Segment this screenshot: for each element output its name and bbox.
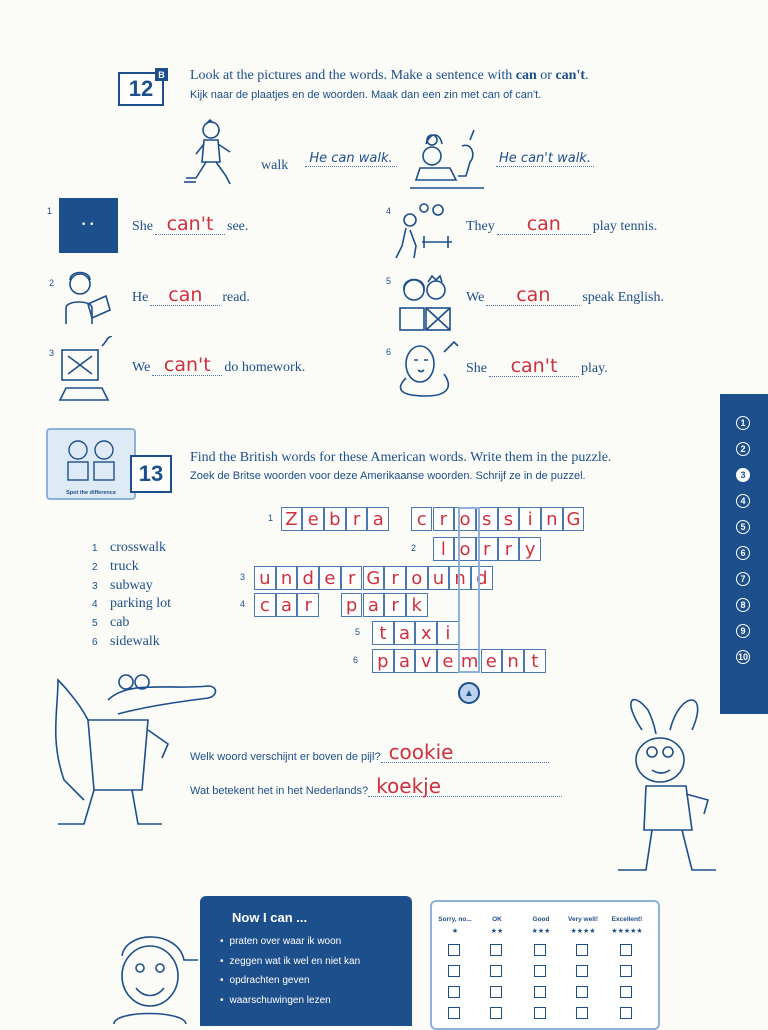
puzzle-cell[interactable]: a xyxy=(394,649,416,673)
exercise-12-instruction: Look at the pictures and the words. Make a sentence with can or can't. xyxy=(190,68,589,83)
puzzle-row-number: 6 xyxy=(353,655,359,665)
tennis-players-illustration xyxy=(392,200,456,264)
unit-3-tab[interactable]: 3 xyxy=(736,468,750,482)
item-number: 6 xyxy=(386,347,392,357)
puzzle-cell[interactable]: v xyxy=(415,649,437,673)
dark-room-picture: • • xyxy=(59,198,118,253)
spot-the-difference-badge xyxy=(46,428,136,500)
puzzle-cell[interactable] xyxy=(319,593,341,617)
rating-checkbox[interactable] xyxy=(576,965,588,977)
item-number: 1 xyxy=(47,206,53,216)
question-2: Wat betekent het in het Nederlands? koekje xyxy=(190,776,562,797)
rating-checkbox[interactable] xyxy=(576,944,588,956)
rating-stars-icon: ★★ xyxy=(490,927,504,935)
puzzle-cell[interactable]: r xyxy=(433,507,455,531)
two-kids-illustration xyxy=(396,272,456,332)
puzzle-cell[interactable]: e xyxy=(302,507,324,531)
example-word: walk xyxy=(261,158,289,173)
unit-4-tab[interactable]: 4 xyxy=(736,494,750,508)
puzzle-cell[interactable]: e xyxy=(437,649,459,673)
rating-column-label: Excellent! xyxy=(611,916,643,923)
puzzle-cell[interactable]: l xyxy=(433,537,455,561)
rating-checkbox[interactable] xyxy=(490,1007,502,1019)
rating-checkbox[interactable] xyxy=(490,944,502,956)
puzzle-cell[interactable]: i xyxy=(437,621,459,645)
unit-6-tab[interactable]: 6 xyxy=(736,546,750,560)
list-item: • praten over waar ik woon xyxy=(220,936,360,956)
list-item: 4 parking lot xyxy=(92,596,172,612)
sentence-3: We can't do homework. xyxy=(132,354,306,376)
puzzle-cell[interactable]: t xyxy=(372,621,394,645)
list-item: • waarschuwingen lezen xyxy=(220,995,360,1015)
puzzle-cell[interactable]: a xyxy=(363,593,385,617)
answer-field[interactable]: can xyxy=(150,285,220,306)
sick-girl-illustration xyxy=(392,338,464,400)
sentence-6: She can't play. xyxy=(466,355,608,377)
now-i-can-box xyxy=(200,896,412,1026)
answer-field[interactable]: can xyxy=(486,285,580,306)
puzzle-cell[interactable]: u xyxy=(254,566,276,590)
rating-checkbox[interactable] xyxy=(576,1007,588,1019)
exercise-13-instruction: Find the British words for these American words. Write them in the puzzle. xyxy=(190,450,612,465)
twins-icon xyxy=(48,430,134,484)
puzzle-row-number: 2 xyxy=(411,543,417,553)
sentence-5: We can speak English. xyxy=(466,284,664,306)
rating-checkbox[interactable] xyxy=(534,965,546,977)
answer-field[interactable]: can't xyxy=(155,214,225,235)
puzzle-cell[interactable]: r xyxy=(297,593,319,617)
puzzle-cell[interactable]: d xyxy=(471,566,493,590)
puzzle-row-number: 1 xyxy=(268,513,274,523)
unit-5-tab[interactable]: 5 xyxy=(736,520,750,534)
puzzle-cell[interactable]: a xyxy=(367,507,389,531)
now-i-can-title: Now I can ... xyxy=(232,910,308,925)
puzzle-cell[interactable]: c xyxy=(254,593,276,617)
puzzle-cell[interactable]: o xyxy=(454,537,476,561)
rating-checkbox[interactable] xyxy=(448,986,460,998)
exercise-12-badge: B xyxy=(155,68,168,81)
badge-caption: Spot the difference xyxy=(66,490,116,496)
puzzle-cell[interactable]: G xyxy=(563,507,585,531)
american-words-list xyxy=(92,539,171,652)
puzzle-cell[interactable]: e xyxy=(481,649,503,673)
puzzle-cell[interactable]: n xyxy=(449,566,471,590)
example-positive-sentence: He can walk. xyxy=(305,151,397,167)
arrow-up-icon: ▲ xyxy=(458,682,480,704)
list-item: 5 cab xyxy=(92,615,130,631)
puzzle-cell[interactable]: c xyxy=(411,507,433,531)
puzzle-cell[interactable]: b xyxy=(324,507,346,531)
unit-2-tab[interactable]: 2 xyxy=(736,442,750,456)
answer-field[interactable]: can xyxy=(497,214,591,235)
answer-field[interactable]: can't xyxy=(489,356,579,377)
example-negative-sentence: He can't walk. xyxy=(496,151,594,167)
self-assessment-table xyxy=(430,900,660,1030)
list-item: • opdrachten geven xyxy=(220,975,360,995)
list-item: • zeggen wat ik wel en niet kan xyxy=(220,956,360,976)
rating-checkbox[interactable] xyxy=(620,944,632,956)
rating-checkbox[interactable] xyxy=(534,1007,546,1019)
puzzle-cell[interactable]: a xyxy=(276,593,298,617)
rating-checkbox[interactable] xyxy=(448,1007,460,1019)
rating-checkbox[interactable] xyxy=(490,986,502,998)
puzzle-cell[interactable]: s xyxy=(476,507,498,531)
rating-column-label: OK xyxy=(492,916,502,923)
rating-column-label: Sorry, no... xyxy=(438,916,472,923)
answer-cookie[interactable]: cookie xyxy=(381,742,549,763)
sentence-2: He can read. xyxy=(132,284,250,306)
reading-girl-illustration xyxy=(58,268,116,328)
puzzle-cell[interactable]: u xyxy=(428,566,450,590)
list-item: 6 sidewalk xyxy=(92,633,160,649)
puzzle-cell[interactable]: r xyxy=(341,566,363,590)
rating-stars-icon: ★★★ xyxy=(531,927,551,935)
puzzle-row-number: 4 xyxy=(240,599,246,609)
puzzle-cell[interactable]: n xyxy=(541,507,563,531)
rating-checkbox[interactable] xyxy=(620,1007,632,1019)
walking-boy-illustration xyxy=(182,116,240,192)
item-number: 5 xyxy=(386,276,392,286)
rating-checkbox[interactable] xyxy=(534,944,546,956)
puzzle-cell[interactable]: e xyxy=(319,566,341,590)
unit-9-tab[interactable]: 9 xyxy=(736,624,750,638)
puzzle-cell[interactable]: p xyxy=(372,649,394,673)
question-1: Welk woord verschijnt er boven de pijl? cookie xyxy=(190,742,549,763)
puzzle-cell[interactable]: m xyxy=(459,649,481,673)
sentence-4: They can play tennis. xyxy=(466,213,658,235)
puzzle-cell[interactable]: r xyxy=(498,537,520,561)
sentence-1: She can't see. xyxy=(132,213,249,235)
sitting-boy-illustration xyxy=(406,126,492,194)
rating-checkbox[interactable] xyxy=(576,986,588,998)
puzzle-cell[interactable]: a xyxy=(394,621,416,645)
exercise-13-number: 13 xyxy=(130,455,172,493)
puzzle-row-number: 3 xyxy=(240,572,246,582)
rating-column-label: Good xyxy=(532,916,550,923)
puzzle-cell[interactable]: n xyxy=(276,566,298,590)
puzzle-cell[interactable]: r xyxy=(346,507,368,531)
puzzle-cell[interactable]: t xyxy=(524,649,546,673)
rating-checkbox[interactable] xyxy=(490,965,502,977)
puzzle-cell[interactable]: r xyxy=(476,537,498,561)
list-item: 2 truck xyxy=(92,558,139,574)
item-number: 3 xyxy=(49,348,55,358)
list-item: 3 subway xyxy=(92,577,153,593)
unit-7-tab[interactable]: 7 xyxy=(736,572,750,586)
list-item: 1 crosswalk xyxy=(92,540,166,555)
unit-1-tab[interactable]: 1 xyxy=(736,416,750,430)
puzzle-cell[interactable]: o xyxy=(406,566,428,590)
puzzle-cell[interactable]: x xyxy=(415,621,437,645)
rating-checkbox[interactable] xyxy=(448,944,460,956)
exercise-12-instruction-nl: Kijk naar de plaatjes en de woorden. Maak dan een zin met can of can't. xyxy=(190,89,542,101)
rating-checkbox[interactable] xyxy=(448,965,460,977)
unit-8-tab[interactable]: 8 xyxy=(736,598,750,612)
puzzle-cell[interactable]: n xyxy=(502,649,524,673)
rating-stars-icon: ★ xyxy=(451,927,459,935)
puzzle-cell[interactable]: G xyxy=(363,566,385,590)
puzzle-cell[interactable]: p xyxy=(341,593,363,617)
puzzle-cell[interactable]: y xyxy=(519,537,541,561)
puzzle-row-number: 5 xyxy=(355,627,361,637)
unit-sidebar xyxy=(720,394,768,714)
rating-checkbox[interactable] xyxy=(620,965,632,977)
unit-10-tab[interactable]: 10 xyxy=(737,652,748,662)
puzzle-cell[interactable]: s xyxy=(498,507,520,531)
answer-field[interactable]: can't xyxy=(152,355,222,376)
rating-stars-icon: ★★★★★ xyxy=(611,927,643,935)
rating-checkbox[interactable] xyxy=(534,986,546,998)
puzzle-cell[interactable] xyxy=(389,507,411,531)
broken-computer-illustration xyxy=(58,336,122,404)
rating-checkbox[interactable] xyxy=(620,986,632,998)
puzzle-cell[interactable]: d xyxy=(297,566,319,590)
item-number: 2 xyxy=(49,278,55,288)
item-number: 4 xyxy=(386,206,392,216)
exercise-13-instruction-nl: Zoek de Britse woorden voor deze Amerikaanse woorden. Schrijf ze in de puzzel. xyxy=(190,470,586,482)
puzzle-cell[interactable]: i xyxy=(519,507,541,531)
boy-with-cap-illustration xyxy=(104,926,200,1024)
now-i-can-list xyxy=(220,936,360,1014)
answer-koekje[interactable]: koekje xyxy=(368,776,562,797)
exercise-12-number: 12 B xyxy=(118,72,164,106)
rating-column-label: Very well! xyxy=(568,916,598,923)
puzzle-cell[interactable]: r xyxy=(384,566,406,590)
puzzle-cell[interactable]: k xyxy=(406,593,428,617)
puzzle-cell[interactable]: o xyxy=(454,507,476,531)
rating-stars-icon: ★★★★ xyxy=(570,927,596,935)
puzzle-cell[interactable]: r xyxy=(384,593,406,617)
rabbit-illustration xyxy=(612,690,742,886)
puzzle-cell[interactable]: Z xyxy=(281,507,303,531)
